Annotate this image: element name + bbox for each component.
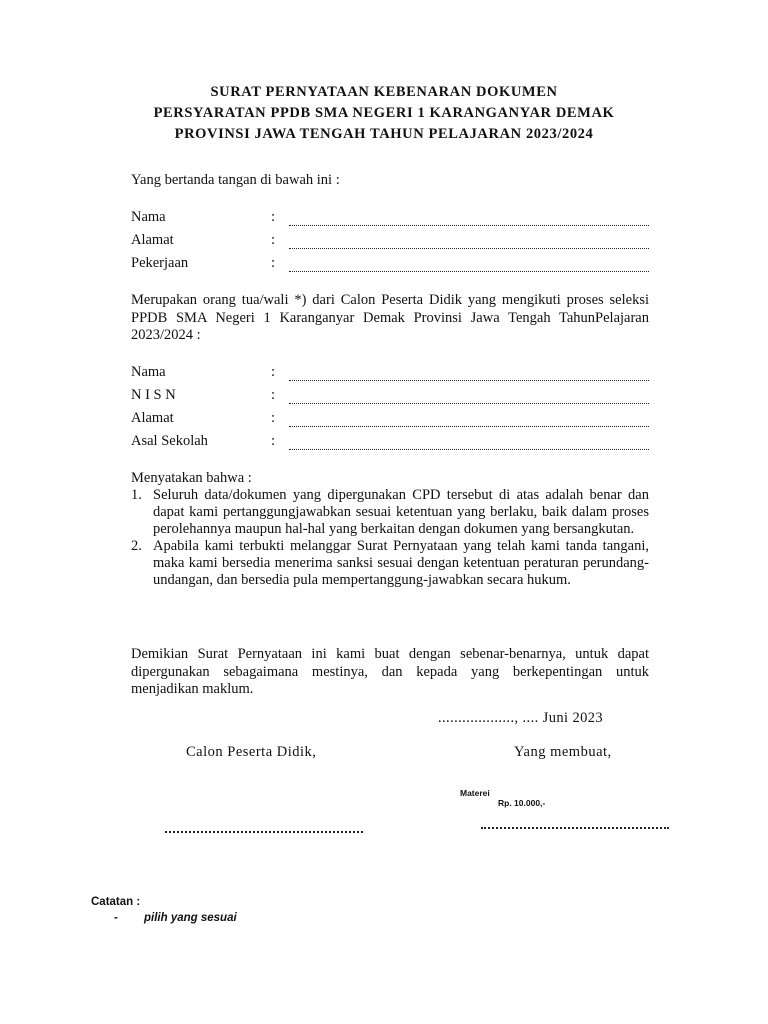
list-number: 1. [131, 487, 142, 503]
statement-section [131, 470, 649, 589]
blank-line [289, 259, 649, 272]
field-label: Nama [131, 363, 166, 380]
field-label: N I S N [131, 386, 176, 403]
field-label: Alamat [131, 231, 174, 248]
notes-label: Catatan : [91, 896, 141, 908]
field-colon: : [271, 409, 276, 426]
student-school-field [131, 430, 649, 452]
blank-line [289, 213, 649, 226]
blank-line [289, 414, 649, 427]
blank-line [289, 437, 649, 450]
title-line-1: SURAT PERNYATAAN KEBENARAN DOKUMEN [210, 84, 558, 100]
title-line-2: PERSYARATAN PPDB SMA NEGERI 1 KARANGANYAR DEMAK [153, 105, 615, 121]
maker-signature-label: Yang membuat, [514, 744, 612, 760]
title-line-3: PROVINSI JAWA TENGAH TAHUN PELAJARAN 2023/2024 [174, 126, 594, 142]
student-signature-label: Calon Peserta Didik, [186, 744, 317, 760]
parent-address-field [131, 229, 649, 251]
student-name-field [131, 361, 649, 383]
field-label: Asal Sekolah [131, 432, 208, 449]
notes-item [114, 912, 237, 924]
maker-signature-line [481, 827, 669, 829]
list-text: Seluruh data/dokumen yang dipergunakan CPD tersebut di atas adalah benar dan dapat kami pertanggungjawabkan sesuai ketentuan yang berlaku, baik dalam proses perolehannya maupun hal-hal yang berkaitan dengan dokumen yang bersangkutan. [153, 487, 649, 537]
field-colon: : [271, 231, 276, 248]
field-colon: : [271, 208, 276, 225]
student-nisn-field [131, 384, 649, 406]
blank-line [289, 236, 649, 249]
document-title [0, 82, 768, 145]
list-text: Apabila kami terbukti melanggar Surat Pernyataan yang telah kami tanda tangani, maka kami bersedia menerima sanksi sesuai dengan ketentuan peraturan perundang-undangan, dan bersedia pula mempertanggung-jawabkan secara hukum. [153, 538, 649, 588]
parent-name-field [131, 206, 649, 228]
field-label: Nama [131, 208, 166, 225]
closing-paragraph: Demikian Surat Pernyataan ini kami buat dengan sebenar-benarnya, untuk dapat dipergunakan sebagaimana mestinya, dan kepada yang berkepentingan untuk menjadikan maklum. [131, 646, 649, 697]
student-signature-line [165, 831, 363, 833]
field-colon: : [271, 254, 276, 271]
statement-item-1 [131, 487, 649, 538]
field-colon: : [271, 386, 276, 403]
blank-line [289, 391, 649, 404]
materei-value: Rp. 10.000,- [498, 798, 546, 808]
body-paragraph: Merupakan orang tua/wali *) dari Calon Peserta Didik yang mengikuti proses seleksi PPDB SMA Negeri 1 Karanganyar Demak Provinsi Jawa Tengah TahunPelajaran 2023/2024 : [131, 292, 649, 343]
blank-line [289, 368, 649, 381]
field-colon: : [271, 363, 276, 380]
notes-item-text: pilih yang sesuai [144, 912, 237, 924]
statement-item-2 [131, 538, 649, 589]
field-label: Alamat [131, 409, 174, 426]
intro-text: Yang bertanda tangan di bawah ini : [131, 172, 340, 188]
date-line: ..................., .... Juni 2023 [438, 710, 604, 726]
student-address-field [131, 407, 649, 429]
notes-dash: - [114, 912, 118, 924]
materei-label: Materei [460, 788, 490, 798]
statement-heading: Menyatakan bahwa : [131, 470, 252, 486]
field-colon: : [271, 432, 276, 449]
parent-occupation-field [131, 252, 649, 274]
list-number: 2. [131, 538, 142, 554]
field-label: Pekerjaan [131, 254, 189, 271]
